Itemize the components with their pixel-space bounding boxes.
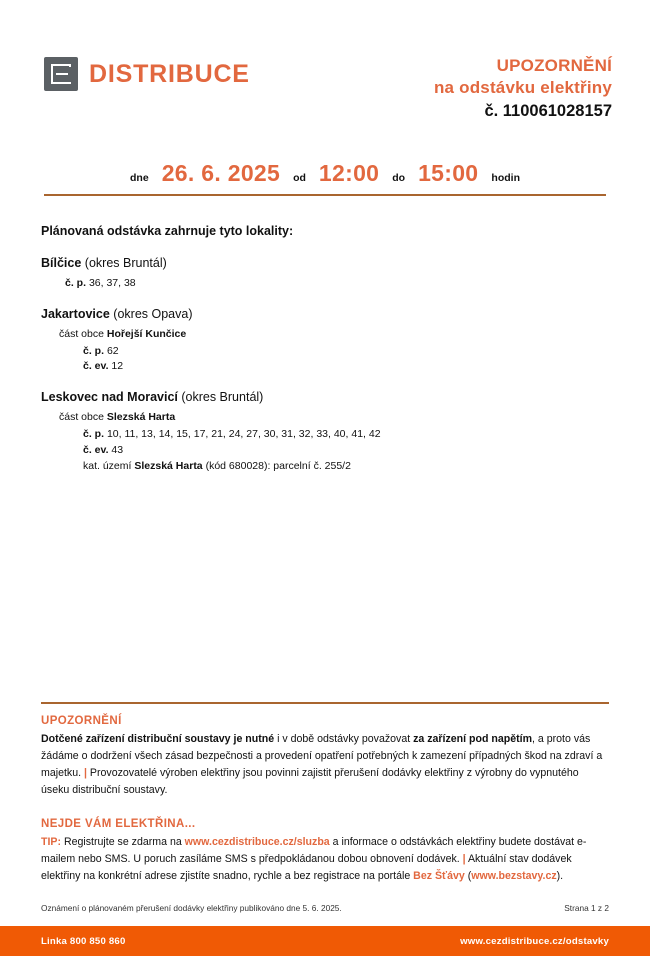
outage-time-to: 15:00 [418,160,479,186]
page-header [0,0,650,140]
address-label: č. ev. [83,444,109,457]
notice-separator: | [84,766,87,779]
footer-phone[interactable]: Linka 800 850 860 [41,935,126,947]
address-label: č. p. [83,428,105,441]
notice-body-upozorneni [41,731,609,800]
locality-address-line [83,359,609,375]
locality-address-line [83,344,609,360]
locality-title [41,389,609,406]
notice-bold-b: za zařízení pod napětím [413,732,533,745]
tip-text-d: ( [464,870,472,883]
locality-part-label: část obce [59,411,104,424]
localities-section [41,224,609,489]
tip-text-c: Aktuální stav dodávek elektřiny na konkrétní adrese zjistíte snadno, rychle a bez registrace na portále [41,853,572,883]
notice-body-nejde-elektrina [41,834,609,885]
date-label-dne: dne [130,172,149,184]
locality-part [59,327,609,342]
brand-logo [44,57,250,91]
address-label: č. p. [83,344,105,357]
cadastral-code: (kód 680028): [205,459,271,472]
locality-address-line [83,427,609,443]
locality-title [41,306,609,323]
notice-number: č. 110061028157 [484,101,612,120]
notice-heading-nejde-elektrina: NEJDE VÁM ELEKTŘINA... [41,818,196,831]
cadastral-name: Slezská Harta [134,459,203,472]
tip-text-a: Registrujte se zdarma na [61,836,185,849]
address-values: 12 [111,360,124,373]
notice-bold-a: Dotčené zařízení distribuční soustavy je nutné [41,732,275,745]
brand-name: DISTRIBUCE [89,59,250,88]
locality-cadastral-line [83,459,609,475]
cez-logo-icon [44,57,78,91]
locality-block [41,255,609,292]
tip-label: TIP: [41,836,62,849]
publication-note: Oznámení o plánovaném přerušení dodávky elektřiny publikováno dne 5. 6. 2025. [41,903,342,913]
notice-heading-upozorneni: UPOZORNĚNÍ [41,714,122,727]
locality-title [41,255,609,272]
locality-block [41,306,609,376]
address-values: 36, 37, 38 [88,276,136,289]
notice-kicker: UPOZORNĚNÍ [496,56,612,75]
notice-text-b: , a proto vás žádáme o dodržení všech zásad bezpečnosti a provedení opatření potřebných k zamezení případných škod na zdraví a majetku. [41,732,603,779]
locality-municipality: Jakartovice [41,306,110,321]
date-label-hodin: hodin [491,172,520,184]
tip-text-b: a informace o odstávkách elektřiny budete dostávat e-mailem nebo SMS. U poruch zasíláme SMS s předpokládanou dobou obnovení dodávek. [41,836,587,866]
tip-text-e: ). [556,870,564,883]
notice-text-c: Provozovatelé výroben elektřiny jsou povinni zajistit přerušení dodávky elektřiny z výrobny do vypnutého úseku distribuční soustavy. [41,766,579,796]
locality-municipality: Leskovec nad Moravicí [41,390,178,405]
address-label: č. ev. [83,360,109,373]
address-label: č. p. [65,276,87,289]
cadastral-parcel: parcelní č. 255/2 [273,459,351,472]
locality-district: (okres Bruntál) [181,390,264,405]
notices-divider [41,702,609,704]
date-label-do: do [392,172,406,184]
service-link[interactable]: www.cezdistribuce.cz/sluzba [184,836,330,849]
locality-block [41,389,609,474]
page-number: Strana 1 z 2 [564,903,609,913]
address-values: 62 [106,344,119,357]
localities-intro: Plánovaná odstávka zahrnuje tyto lokality: [41,224,294,238]
locality-district: (okres Opava) [113,306,193,321]
notice-text-a: i v době odstávky považovat [274,732,414,745]
locality-municipality: Bílčice [41,256,82,270]
notice-header-block [434,55,612,123]
notices-section [41,702,609,886]
date-label-od: od [293,172,306,184]
datebar-divider [44,194,606,196]
notice-subject: na odstávku elektřiny [433,78,612,98]
cadastral-prefix: kat. území [83,459,132,472]
locality-district: (okres Bruntál) [84,256,167,270]
locality-address-line [83,443,609,459]
locality-part [59,410,609,425]
bezstavy-link[interactable]: www.bezstavy.cz [471,870,557,883]
address-values: 43 [111,444,124,457]
locality-address-line [65,276,609,292]
page-footnote [41,903,609,913]
locality-part-label: část obce [59,327,104,340]
notice-separator: | [462,853,466,866]
address-values: 10, 11, 13, 14, 15, 17, 21, 24, 27, 30, 31, 32, 33, 40, 41, 42 [106,428,381,441]
outage-time-from: 12:00 [318,160,380,186]
locality-part-name: Hořejší Kunčice [106,327,187,340]
outage-datetime-bar [44,160,606,196]
footer-website[interactable]: www.cezdistribuce.cz/odstavky [460,935,609,947]
outage-date: 26. 6. 2025 [161,160,281,186]
locality-part-name: Slezská Harta [106,411,176,424]
footer-bar [0,926,650,956]
bezstavy-brand[interactable]: Bez Šťávy [413,870,465,883]
